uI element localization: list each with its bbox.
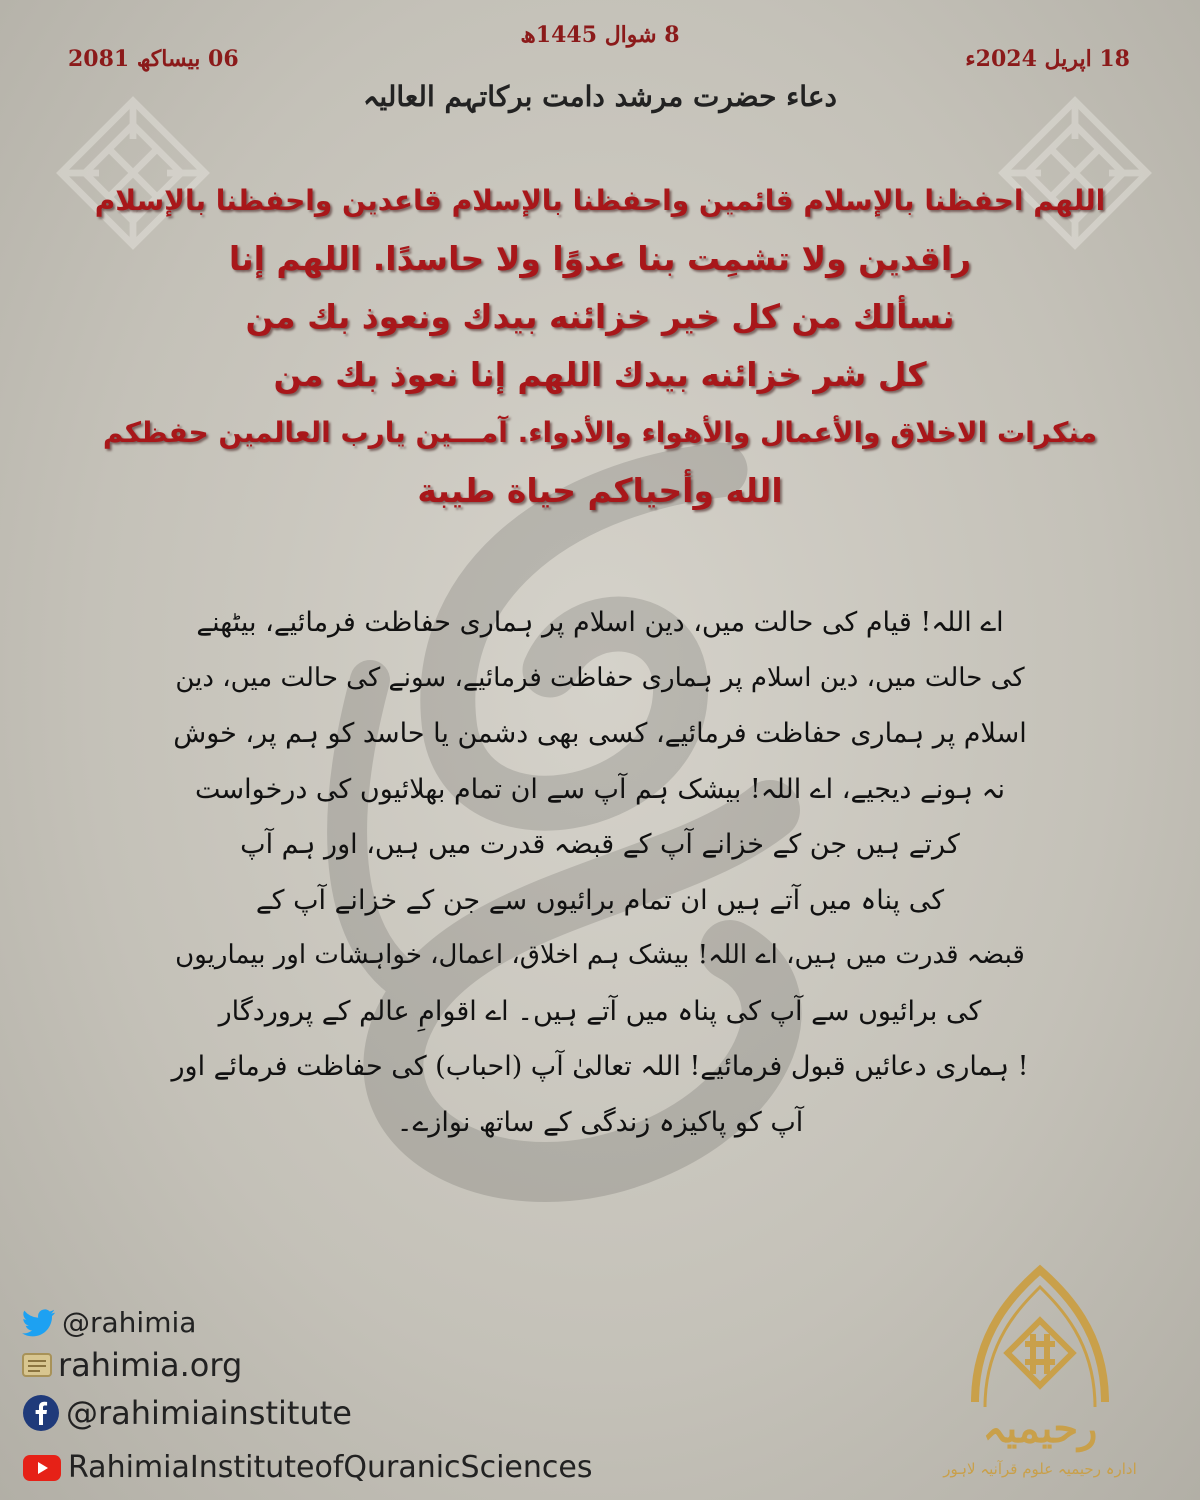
globe-icon <box>22 1352 52 1378</box>
twitter-bird-icon <box>22 1309 56 1337</box>
urdu-line: آپ کو پاکیزہ زندگی کے ساتھ نوازے۔ <box>396 1106 804 1138</box>
rahimia-logo <box>905 1262 1175 1492</box>
youtube-channel: RahimiaInstituteofQuranicSciences <box>68 1450 593 1485</box>
urdu-line: اسلام پر ہماری حفاظت فرمائیے، کسی بھی دشمن یا حاسد کو ہم پر، خوش <box>173 718 1027 749</box>
urdu-line: ! ہماری دعائیں قبول فرمائیے! اللہ تعالیٰ آپ (احباب) کی حفاظت فرمائے اور <box>171 1051 1029 1082</box>
arabic-line: الله وأحیاكم حیاة طیبة <box>417 471 783 510</box>
urdu-line: نہ ہونے دیجیے، اے اللہ! بیشک ہم آپ سے ان تمام بھلائیوں کی درخواست <box>195 773 1005 805</box>
urdu-line: قبضہ قدرت میں ہیں، اے اللہ! بیشک ہم اخلاق، اعمال، خواہشات اور بیماریوں <box>175 940 1025 970</box>
arabic-line: منكرات الاخلاق والأعمال والأهواء والأدواء. آمـــین یارب العالمین حفظكم <box>102 416 1098 449</box>
youtube-link[interactable] <box>22 1450 592 1485</box>
arabic-dua <box>90 172 1110 520</box>
arabic-line: كل شر خزائنه بیدك اللھم إنا نعوذ بك من <box>273 355 927 394</box>
urdu-line: اے اللہ! قیام کی حالت میں، دین اسلام پر ہماری حفاظت فرمائیے، بیٹھنے <box>196 607 1004 638</box>
urdu-line: کی برائیوں سے آپ کی پناہ میں آتے ہیں۔ اے اقوامِ عالم کے پروردگار <box>218 995 982 1027</box>
website-url: rahimia.org <box>58 1346 243 1384</box>
arabic-line: نسألك من كل خیر خزائنه بیدك ونعوذ بك من <box>245 297 955 336</box>
facebook-icon <box>22 1394 60 1432</box>
website-link[interactable] <box>22 1346 242 1384</box>
arabic-line: اللھم احفظنا بالإسلام قائمین واحفظنا بالإسلام قاعدین واحفظنا بالإسلام <box>94 184 1106 217</box>
urdu-line: کی حالت میں، دین اسلام پر ہماری حفاظت فرمائیے، سونے کی حالت میں، دین <box>175 662 1025 693</box>
bikrami-date: 06 بیساکھ 2081 <box>68 46 239 72</box>
arabic-line: راقدین ولا تشمِت بنا عدوًا ولا حاسدًا. اللھم إنا <box>228 239 972 278</box>
twitter-link[interactable] <box>22 1306 196 1339</box>
dua-heading: دعاء حضرت مرشد دامت برکاتہم العالیہ <box>362 80 838 113</box>
logo-subtitle: ادارہ رحیمیہ علوم قرآنیہ لاہور <box>943 1460 1137 1478</box>
logo-name: رحیمیہ <box>982 1405 1098 1452</box>
twitter-handle: @rahimia <box>62 1306 197 1339</box>
youtube-play-icon <box>22 1453 62 1483</box>
facebook-link[interactable] <box>22 1394 352 1432</box>
hijri-date: 8 شوال 1445ھ <box>520 22 680 48</box>
gregorian-date: 18 اپریل 2024ء <box>965 46 1130 72</box>
urdu-line: کی پناہ میں آتے ہیں ان تمام برائیوں سے جن کے خزانے آپ کے <box>255 884 945 916</box>
urdu-line: کرتے ہیں جن کے خزانے آپ کے قبضہ قدرت میں ہیں، اور ہم آپ <box>240 829 960 860</box>
urdu-translation <box>170 595 1030 1150</box>
facebook-handle: @rahimiainstitute <box>66 1394 352 1432</box>
